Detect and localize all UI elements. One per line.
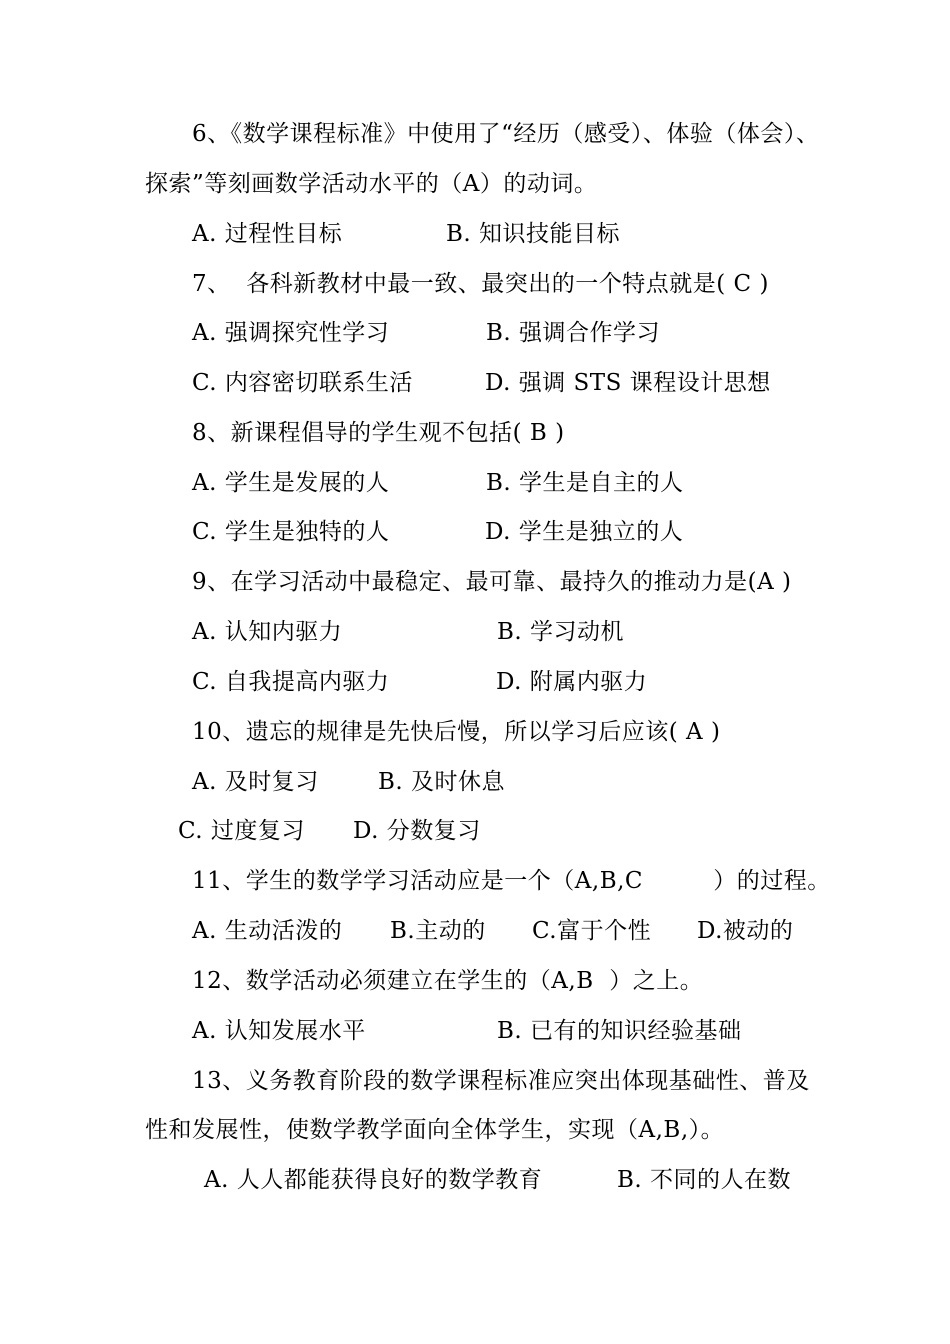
question-12-line-1: 12、数学活动必须建立在学生的（A,B ）之上。 <box>192 968 704 994</box>
question-7-option-d: D. 强调 STS 课程设计思想 <box>485 370 771 396</box>
question-8-option-b: B. 学生是自主的人 <box>486 470 684 496</box>
question-10-option-d: D. 分数复习 <box>353 818 481 844</box>
question-6-line-2: 探索”等刻画数学活动水平的（A）的动词。 <box>145 171 598 197</box>
question-11-option-b: B.主动的 <box>390 918 486 944</box>
question-12-option-a: A. 认知发展水平 <box>192 1018 366 1044</box>
question-11-option-c: C.富于个性 <box>532 918 652 944</box>
question-9-option-a: A. 认知内驱力 <box>192 619 343 645</box>
question-8-line-1: 8、新课程倡导的学生观不包括( B ) <box>192 420 565 446</box>
question-10-option-b: B. 及时休息 <box>378 769 506 795</box>
question-7-option-a: A. 强调探究性学习 <box>192 320 390 346</box>
question-13-option-a: A. 人人都能获得良好的数学教育 <box>204 1167 543 1193</box>
question-13-line-2: 性和发展性，使数学教学面向全体学生，实现（A,B,）。 <box>145 1117 725 1143</box>
question-10-option-a: A. 及时复习 <box>192 769 319 795</box>
question-10-option-c: C. 过度复习 <box>178 818 305 844</box>
question-8-option-a: A. 学生是发展的人 <box>192 470 390 496</box>
question-13-line-1: 13、义务教育阶段的数学课程标准应突出体现基础性、普及 <box>192 1068 810 1094</box>
question-9-option-b: B. 学习动机 <box>497 619 625 645</box>
question-12-option-b: B. 已有的知识经验基础 <box>497 1018 742 1044</box>
question-6-option-b: B. 知识技能目标 <box>446 221 621 247</box>
question-13-option-b: B. 不同的人在数 <box>617 1167 792 1193</box>
question-9-line-1: 9、在学习活动中最稳定、最可靠、最持久的推动力是(A ) <box>192 569 792 595</box>
question-7-option-c: C. 内容密切联系生活 <box>192 370 413 396</box>
question-8-option-d: D. 学生是独立的人 <box>485 519 684 545</box>
question-11-option-a: A. 生动活泼的 <box>192 918 343 944</box>
question-6-line-1: 6、《数学课程标准》中使用了“经历（感受）、体验（体会）、 <box>192 121 820 147</box>
question-11-option-d: D.被动的 <box>697 918 794 944</box>
question-6-option-a: A. 过程性目标 <box>192 221 343 247</box>
question-7-option-b: B. 强调合作学习 <box>486 320 661 346</box>
question-10-line-1: 10、遗忘的规律是先快后慢，所以学习后应该( A ) <box>192 719 721 745</box>
question-7-line-1: 7、 各科新教材中最一致、最突出的一个特点就是( C ) <box>192 271 769 297</box>
question-8-option-c: C. 学生是独特的人 <box>192 519 390 545</box>
question-9-option-d: D. 附属内驱力 <box>496 669 648 695</box>
question-9-option-c: C. 自我提高内驱力 <box>192 669 390 695</box>
question-11-line-1: 11、学生的数学学习活动应是一个（A,B,C ）的过程。 <box>192 868 831 894</box>
